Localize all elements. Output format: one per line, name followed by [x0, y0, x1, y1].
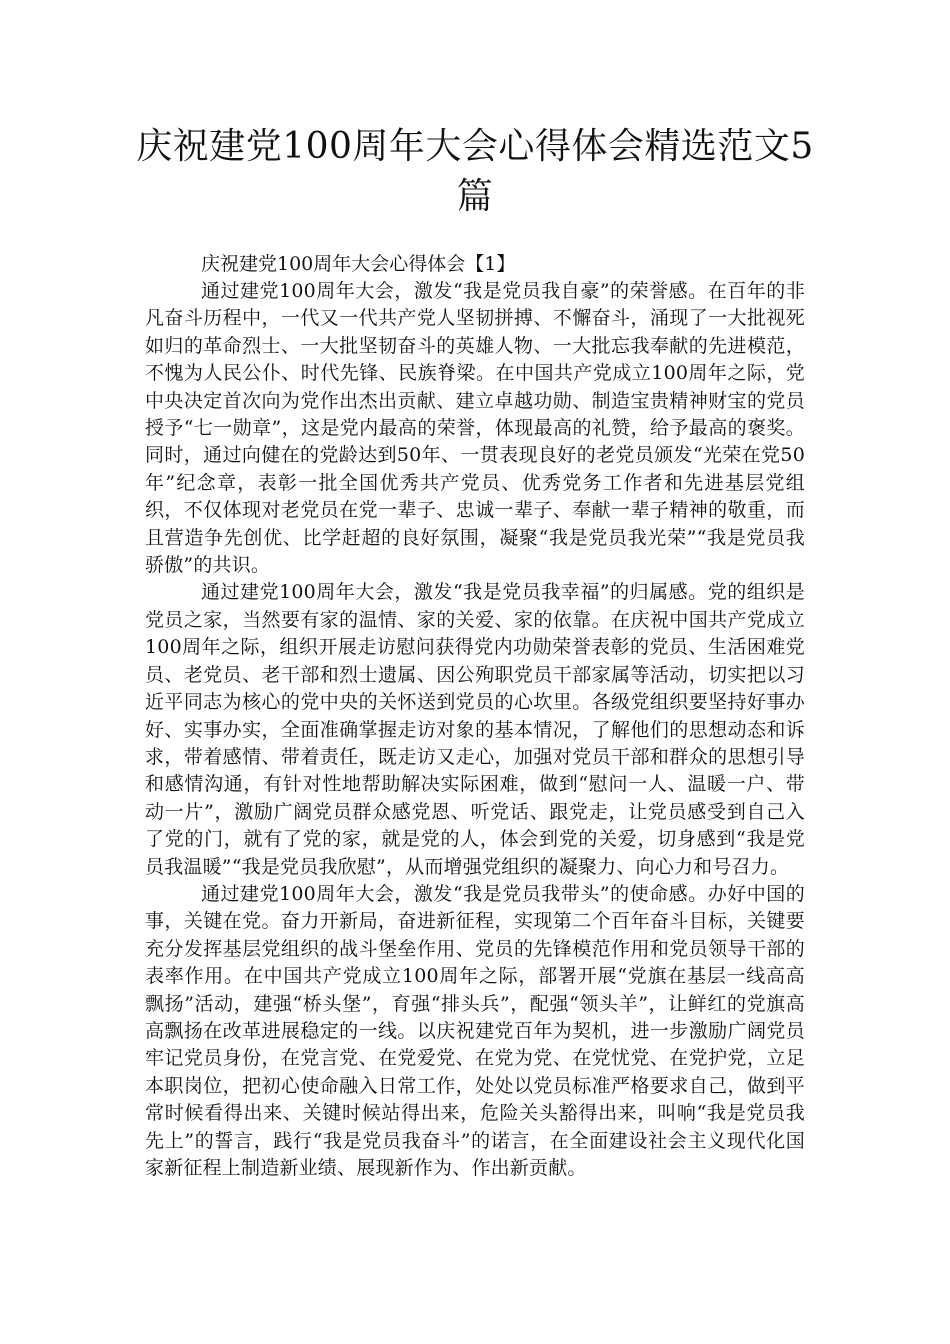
section-heading: 庆祝建党100周年大会心得体会【1】 [201, 253, 516, 275]
document-title-line-1: 庆祝建党100周年大会心得体会精选范文5 [136, 126, 814, 167]
document-title [130, 122, 820, 222]
paragraph-1: 通过建党100周年大会，激发“我是党员我自豪”的荣誉感。在百年的非凡奋斗历程中，一代又一代共产党人坚韧拼搏、不懈奋斗，涌现了一大批视死如归的革命烈士、一大批坚韧奋斗的英雄人物、一大批忘我奉献的先进模范，不愧为人民公仆、时代先锋、民族脊梁。在中国共产党成立100周年之际，党中央决定首次向为党作出杰出贡献、建立卓越功勋、制造宝贵精神财宝的党员授予“七一勋章”，这是党内最高的荣誉，体现最高的礼赞，给予最高的褒奖。同时，通过向健在的党龄达到50年、一贯表现良好的老党员颁发“光荣在党50年”纪念章，表彰一批全国优秀共产党员、优秀党务工作者和先进基层党组织，不仅体现对老党员在党一辈子、忠诚一辈子、奉献一辈子精神的敬重，而且营造争先创优、比学赶超的良好氛围，凝聚“我是党员我光荣”“我是党员我骄傲”的共识。 [145, 280, 805, 577]
paragraph-2: 通过建党100周年大会，激发“我是党员我幸福”的归属感。党的组织是党员之家，当然要有家的温情、家的关爱、家的依靠。在庆祝中国共产党成立100周年之际，组织开展走访慰问获得党内功勋荣誉表彰的党员、生活困难党员、老党员、老干部和烈士遗属、因公殉职党员干部家属等活动，切实把以习近平同志为核心的党中央的关怀送到党员的心坎里。各级党组织要坚持好事办好、实事办实，全面准确掌握走访对象的基本情况，了解他们的思想动态和诉求，带着感情、带着责任，既走访又走心，加强对党员干部和群众的思想引导和感情沟通，有针对性地帮助解决实际困难，做到“慰问一人、温暖一户、带动一片”，激励广阔党员群众感党恩、听党话、跟党走，让党员感受到自己入了党的门，就有了党的家，就是党的人，体会到党的关爱，切身感到“我是党员我温暖”“我是党员我欣慰”，从而增强党组织的凝聚力、向心力和号召力。 [145, 581, 805, 878]
document-body [145, 250, 805, 1182]
paragraph-3: 通过建党100周年大会，激发“我是党员我带头”的使命感。办好中国的事，关键在党。奋力开新局，奋进新征程，实现第二个百年奋斗目标，关键要充分发挥基层党组织的战斗堡垒作用、党员的先锋模范作用和党员领导干部的表率作用。在中国共产党成立100周年之际，部署开展“党旗在基层一线高高飘扬”活动，建强“桥头堡”，育强“排头兵”，配强“领头羊”，让鲜红的党旗高高飘扬在改革进展稳定的一线。以庆祝建党百年为契机，进一步激励广阔党员牢记党员身份，在党言党、在党爱党、在党为党、在党忧党、在党护党，立足本职岗位，把初心使命融入日常工作，处处以党员标准严格要求自己，做到平常时候看得出来、关键时候站得出来，危险关头豁得出来，叫响“我是党员我先上”的誓言，践行“我是党员我奋斗”的诺言，在全面建设社会主义现代化国家新征程上制造新业绩、展现新作为、作出新贡献。 [145, 882, 805, 1179]
document-title-line-2: 篇 [456, 176, 494, 217]
